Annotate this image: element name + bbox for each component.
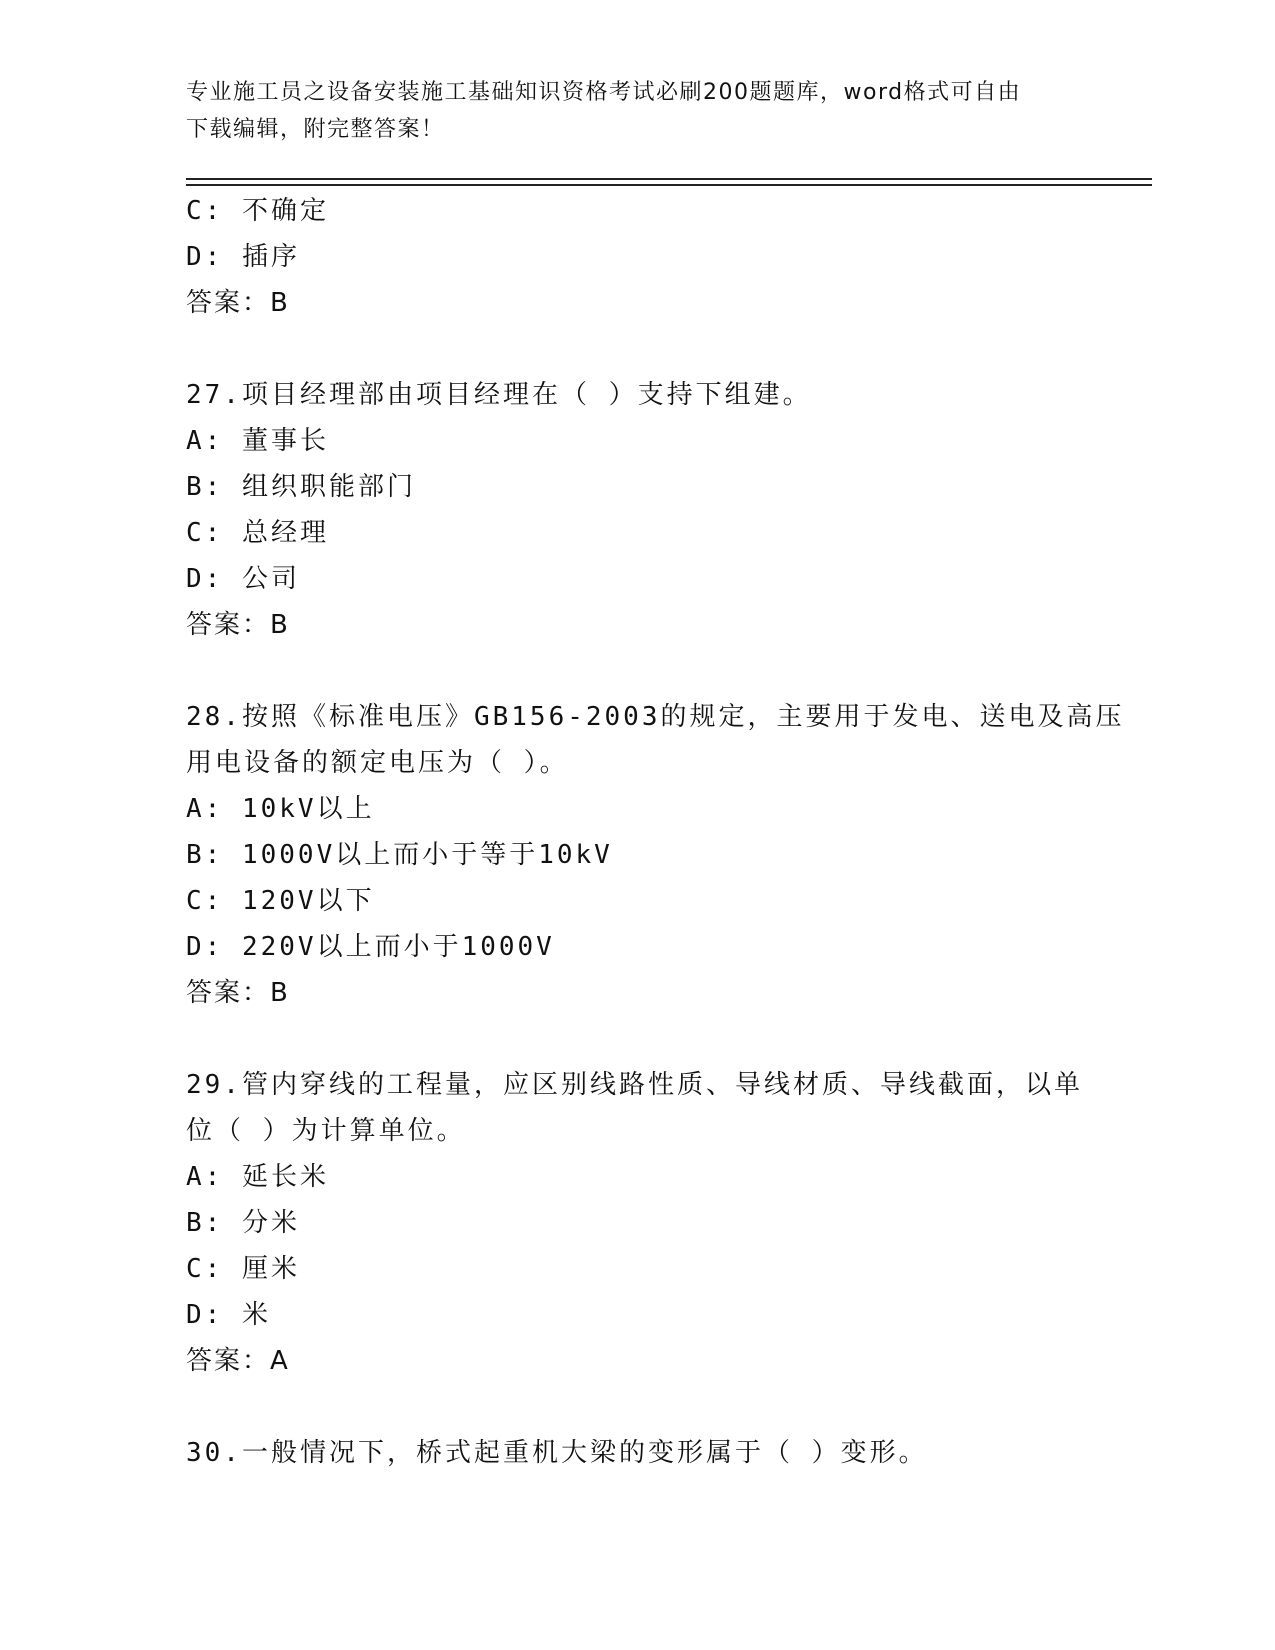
question-29-option-b: B: 分米 bbox=[186, 1208, 300, 1238]
header-rule-top bbox=[186, 178, 1152, 180]
question-29-answer: 答案：A bbox=[186, 1346, 290, 1376]
header-line-2: 下载编辑，附完整答案！ bbox=[186, 117, 445, 142]
question-28-answer: 答案：B bbox=[186, 978, 290, 1008]
question-29-option-a: A: 延长米 bbox=[186, 1162, 329, 1192]
document-header bbox=[186, 74, 1086, 148]
question-30-text: 30.一般情况下，桥式起重机大梁的变形属于（ ）变形。 bbox=[186, 1438, 928, 1468]
question-28-option-b: B: 1000V以上而小于等于10kV bbox=[186, 840, 613, 870]
question-28-option-d: D: 220V以上而小于1000V bbox=[186, 932, 555, 962]
question-gap bbox=[186, 1016, 1086, 1062]
header-rule-bottom bbox=[186, 184, 1152, 186]
question-list bbox=[186, 188, 1125, 1476]
question-gap bbox=[186, 1384, 1086, 1430]
question-gap bbox=[186, 326, 1086, 372]
question-29-text-line-1: 29.管内穿线的工程量，应区别线路性质、导线材质、导线截面，以单 bbox=[186, 1070, 1083, 1100]
question-29-option-c: C: 厘米 bbox=[186, 1254, 300, 1284]
question-27-option-a: A: 董事长 bbox=[186, 426, 329, 456]
question-28-text-line-2: 用电设备的额定电压为（ ）。 bbox=[186, 748, 569, 778]
question-gap bbox=[186, 648, 1086, 694]
question-29-text-line-2: 位（ ）为计算单位。 bbox=[186, 1116, 466, 1146]
question-28-option-a: A: 10kV以上 bbox=[186, 794, 375, 824]
answer-line: 答案：B bbox=[186, 288, 290, 318]
question-29-option-d: D: 米 bbox=[186, 1300, 271, 1330]
question-27-option-c: C: 总经理 bbox=[186, 518, 329, 548]
option-d: D: 插序 bbox=[186, 242, 300, 272]
question-28-option-c: C: 120V以下 bbox=[186, 886, 375, 916]
question-27-text: 27.项目经理部由项目经理在（ ）支持下组建。 bbox=[186, 380, 812, 410]
question-28-text-line-1: 28.按照《标准电压》GB156-2003的规定，主要用于发电、送电及高压 bbox=[186, 702, 1125, 732]
header-line-1: 专业施工员之设备安装施工基础知识资格考试必刷200题题库，word格式可自由 bbox=[186, 80, 1022, 105]
question-27-answer: 答案：B bbox=[186, 610, 290, 640]
question-27-option-d: D: 公司 bbox=[186, 564, 300, 594]
option-c: C: 不确定 bbox=[186, 196, 329, 226]
question-27-option-b: B: 组织职能部门 bbox=[186, 472, 416, 502]
